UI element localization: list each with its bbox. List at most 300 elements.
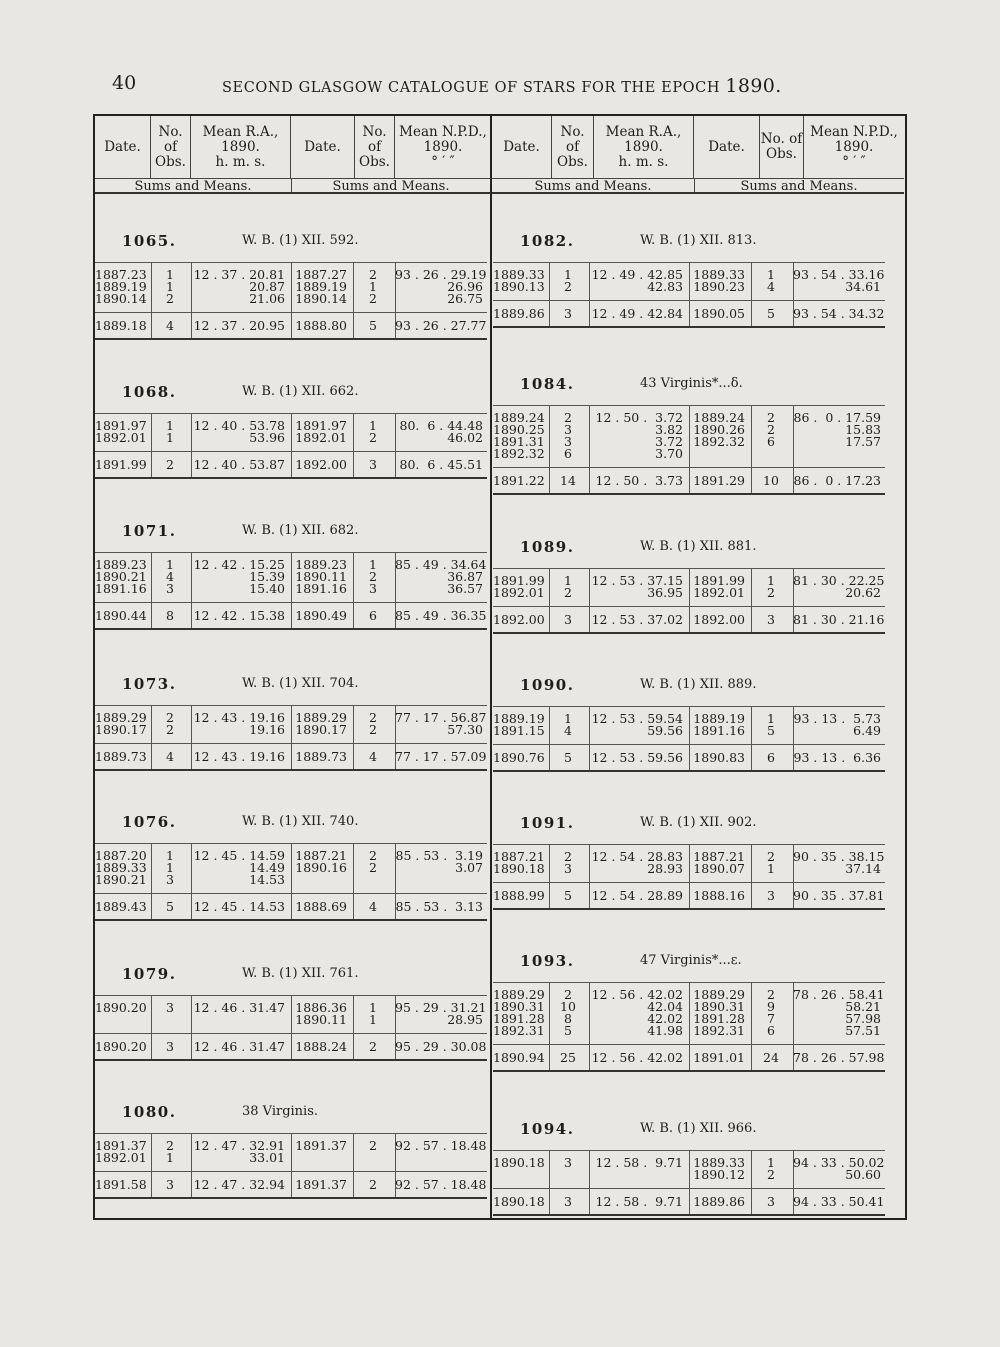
observation-table	[493, 982, 885, 1070]
mean-ra-value: 12 . 45 . 14.53	[193, 899, 285, 914]
mean-ra: 12 . 43 . 19.16	[193, 710, 285, 725]
mean-npd-value: 92 . 57 . 18.48	[395, 1177, 487, 1192]
mean-date-npd: 1888.24	[295, 1039, 347, 1054]
star-reference: W. B. (1) XII. 966.	[640, 1121, 757, 1136]
obs-count: 2	[767, 849, 775, 864]
obs-count: 7	[767, 1011, 775, 1026]
obs-date: 1889.19	[95, 279, 147, 294]
obs-count: 2	[369, 267, 377, 282]
obs-date: 1892.32	[493, 446, 545, 461]
mean-date: 1891.99	[95, 457, 147, 472]
obs-count: 5	[767, 723, 775, 738]
mean-ra: 12 . 49 . 42.85	[591, 267, 683, 282]
obs-count: 2	[166, 710, 174, 725]
mean-ra: 12 . 40 . 53.78	[193, 418, 285, 433]
mean-npd: 15.83	[845, 422, 881, 437]
mean-npd: 90 . 35 . 38.15	[793, 849, 885, 864]
obs-date: 1890.31	[693, 999, 745, 1014]
mean-count: 2	[166, 457, 174, 472]
mean-date-npd: 1892.00	[295, 457, 347, 472]
obs-count: 1	[767, 573, 775, 588]
obs-date: 1892.01	[493, 585, 545, 600]
mean-ra: 42.04	[647, 999, 683, 1014]
obs-date: 1890.17	[95, 722, 147, 737]
mean-count: 8	[166, 608, 174, 623]
star-number: 1089.	[520, 538, 575, 556]
mean-npd: 85 . 53 . 3.19	[395, 848, 483, 863]
header-obs: No. of Obs.	[552, 116, 594, 178]
star-reference: W. B. (1) XII. 662.	[242, 384, 359, 399]
star-reference: W. B. (1) XII. 761.	[242, 966, 359, 981]
mean-npd-value: 78 . 26 . 57.98	[793, 1050, 885, 1065]
obs-date: 1889.29	[693, 987, 745, 1002]
block-bottom-rule	[493, 1070, 885, 1072]
star-reference: W. B. (1) XII. 813.	[640, 233, 757, 248]
obs-count: 3	[564, 434, 572, 449]
obs-count: 3	[166, 581, 174, 596]
mean-ra: 12 . 37 . 20.81	[193, 267, 285, 282]
mean-count: 4	[166, 749, 174, 764]
observation-table	[95, 843, 487, 919]
mean-date-npd: 1888.69	[295, 899, 347, 914]
mean-count-npd: 3	[767, 1194, 775, 1209]
obs-count: 1	[166, 418, 174, 433]
block-bottom-rule	[95, 1197, 487, 1199]
obs-date: 1887.20	[95, 848, 147, 863]
obs-count: 1	[369, 418, 377, 433]
mean-count-npd: 10	[763, 473, 779, 488]
obs-count: 8	[564, 1011, 572, 1026]
column-header-right	[492, 116, 898, 194]
star-number: 1076.	[122, 813, 177, 831]
mean-npd-value: 85 . 49 . 36.35	[395, 608, 487, 623]
mean-npd: 92 . 57 . 18.48	[395, 1138, 487, 1153]
obs-count: 2	[369, 710, 377, 725]
observation-table	[95, 995, 487, 1059]
obs-date: 1891.37	[95, 1138, 147, 1153]
mean-ra: 12 . 58 . 9.71	[595, 1155, 683, 1170]
observation-table	[95, 1133, 487, 1197]
obs-count: 1	[564, 267, 572, 282]
mean-ra: 12 . 54 . 28.83	[591, 849, 683, 864]
mean-ra: 12 . 53 . 59.54	[591, 711, 683, 726]
obs-count: 4	[564, 723, 572, 738]
obs-count: 2	[166, 291, 174, 306]
obs-date: 1890.25	[493, 422, 545, 437]
star-entry-heading	[95, 675, 487, 695]
observation-table	[95, 262, 487, 338]
obs-date: 1892.31	[693, 1023, 745, 1038]
obs-count: 4	[767, 279, 775, 294]
mean-count-npd: 6	[767, 750, 775, 765]
mean-count: 4	[166, 318, 174, 333]
mean-ra: 36.95	[647, 585, 683, 600]
obs-count: 2	[767, 1167, 775, 1182]
page-number: 40	[112, 72, 137, 94]
mean-ra: 14.49	[249, 860, 285, 875]
mean-count: 3	[166, 1177, 174, 1192]
header-date-2: Date.	[694, 116, 760, 178]
obs-date: 1889.19	[693, 711, 745, 726]
obs-date: 1891.16	[295, 581, 347, 596]
obs-count: 2	[564, 279, 572, 294]
obs-count: 10	[560, 999, 576, 1014]
obs-count: 1	[564, 573, 572, 588]
obs-count: 3	[166, 1000, 174, 1015]
star-number: 1080.	[122, 1103, 177, 1121]
obs-date: 1889.29	[295, 710, 347, 725]
mean-count: 14	[560, 473, 576, 488]
obs-date: 1887.21	[693, 849, 745, 864]
mean-date-npd: 1889.73	[295, 749, 347, 764]
obs-date: 1891.99	[693, 573, 745, 588]
obs-count: 1	[166, 279, 174, 294]
obs-count: 1	[369, 557, 377, 572]
obs-date: 1892.01	[693, 585, 745, 600]
mean-ra-value: 12 . 54 . 28.89	[591, 888, 683, 903]
obs-date: 1890.14	[295, 291, 347, 306]
mean-ra: 41.98	[647, 1023, 683, 1038]
obs-count: 1	[166, 267, 174, 282]
mean-ra: 42.83	[647, 279, 683, 294]
header-sums-npd: Sums and Means.	[694, 178, 904, 194]
page-title-epoch: 1890.	[725, 75, 782, 97]
mean-npd: 77 . 17 . 56.87	[395, 710, 487, 725]
obs-count: 2	[564, 849, 572, 864]
mean-count-npd: 5	[369, 318, 377, 333]
obs-date: 1890.23	[693, 279, 745, 294]
mean-npd: 36.87	[447, 569, 483, 584]
mean-npd: 20.62	[845, 585, 881, 600]
mean-npd-value: 94 . 33 . 50.41	[793, 1194, 885, 1209]
obs-date: 1890.13	[493, 279, 545, 294]
page-title	[222, 75, 782, 97]
mean-ra: 3.70	[655, 446, 683, 461]
mean-count: 25	[560, 1050, 576, 1065]
mean-date: 1888.99	[493, 888, 545, 903]
star-number: 1084.	[520, 375, 575, 393]
block-bottom-rule	[493, 493, 885, 495]
header-mean-ra: Mean R.A., 1890. h. m. s.	[594, 116, 694, 178]
mean-ra: 12 . 50 . 3.72	[595, 410, 683, 425]
star-entry-heading	[493, 952, 885, 972]
mean-ra: 12 . 53 . 37.15	[591, 573, 683, 588]
mean-date: 1889.18	[95, 318, 147, 333]
obs-count: 2	[767, 585, 775, 600]
obs-date: 1891.31	[493, 434, 545, 449]
mean-npd: 80. 6 . 44.48	[399, 418, 483, 433]
block-bottom-rule	[95, 919, 487, 921]
obs-date: 1890.17	[295, 722, 347, 737]
block-bottom-rule	[95, 477, 487, 479]
obs-count: 6	[767, 1023, 775, 1038]
mean-count: 3	[166, 1039, 174, 1054]
mean-npd: 26.96	[447, 279, 483, 294]
obs-date: 1890.26	[693, 422, 745, 437]
mean-npd-value: 81 . 30 . 21.16	[793, 612, 885, 627]
obs-date: 1891.28	[493, 1011, 545, 1026]
center-rule	[490, 114, 492, 1220]
obs-date: 1889.24	[693, 410, 745, 425]
obs-count: 2	[767, 422, 775, 437]
block-bottom-rule	[493, 632, 885, 634]
mean-ra: 33.01	[249, 1150, 285, 1165]
mean-count-npd: 5	[767, 306, 775, 321]
obs-count: 3	[564, 422, 572, 437]
mean-count-npd: 3	[767, 888, 775, 903]
obs-date: 1889.33	[95, 860, 147, 875]
observation-table	[493, 1150, 885, 1214]
mean-date-npd: 1890.83	[693, 750, 745, 765]
header-mean-npd: Mean N.P.D., 1890. ° ′ ″	[399, 123, 487, 170]
mean-date: 1890.20	[95, 1039, 147, 1054]
obs-date: 1890.31	[493, 999, 545, 1014]
mean-npd: 3.07	[455, 860, 483, 875]
mean-npd: 26.75	[447, 291, 483, 306]
mean-count: 5	[564, 888, 572, 903]
obs-count: 2	[767, 410, 775, 425]
block-bottom-rule	[493, 326, 885, 328]
obs-date: 1889.33	[693, 267, 745, 282]
star-entry-heading	[95, 965, 487, 985]
mean-npd-value: 90 . 35 . 37.81	[793, 888, 885, 903]
star-number: 1094.	[520, 1120, 575, 1138]
obs-date: 1887.23	[95, 267, 147, 282]
obs-count: 1	[564, 711, 572, 726]
header-obs-2: No. of Obs.	[355, 116, 395, 178]
star-reference: W. B. (1) XII. 881.	[640, 539, 757, 554]
obs-date: 1889.29	[95, 710, 147, 725]
obs-date: 1890.21	[95, 569, 147, 584]
star-reference: 47 Virginis*...ε.	[640, 953, 742, 968]
mean-ra: 12 . 42 . 15.25	[193, 557, 285, 572]
mean-ra-value: 12 . 53 . 59.56	[591, 750, 683, 765]
mean-date-npd: 1891.01	[693, 1050, 745, 1065]
star-number: 1079.	[122, 965, 177, 983]
obs-count: 1	[767, 1155, 775, 1170]
mean-date-npd: 1889.86	[693, 1194, 745, 1209]
obs-count: 2	[564, 585, 572, 600]
star-reference: 38 Virginis.	[242, 1104, 319, 1119]
star-entry-heading	[95, 813, 487, 833]
header-sums-ra: Sums and Means.	[95, 178, 291, 194]
mean-count: 3	[564, 1194, 572, 1209]
star-reference: W. B. (1) XII. 740.	[242, 814, 359, 829]
mean-date: 1890.44	[95, 608, 147, 623]
obs-count: 1	[369, 279, 377, 294]
obs-date: 1892.01	[295, 430, 347, 445]
mean-count: 3	[564, 306, 572, 321]
page-title-text: SECOND GLASGOW CATALOGUE OF STARS FOR THE EPOCH	[222, 80, 721, 96]
obs-count: 5	[564, 1023, 572, 1038]
block-bottom-rule	[493, 770, 885, 772]
mean-date: 1889.73	[95, 749, 147, 764]
header-mean-ra: Mean R.A., 1890. h. m. s.	[191, 116, 291, 178]
star-reference: W. B. (1) XII. 592.	[242, 233, 359, 248]
star-number: 1068.	[122, 383, 177, 401]
obs-count: 1	[166, 1150, 174, 1165]
mean-ra: 12 . 45 . 14.59	[193, 848, 285, 863]
mean-date-npd: 1888.16	[693, 888, 745, 903]
mean-count-npd: 2	[369, 1039, 377, 1054]
obs-date: 1890.16	[295, 860, 347, 875]
observation-table	[493, 262, 885, 326]
mean-count-npd: 3	[369, 457, 377, 472]
mean-npd: 86 . 0 . 17.59	[793, 410, 881, 425]
obs-date: 1891.97	[95, 418, 147, 433]
mean-npd: 57.51	[845, 1023, 881, 1038]
mean-ra: 59.56	[647, 723, 683, 738]
star-number: 1093.	[520, 952, 575, 970]
mean-npd: 34.61	[845, 279, 881, 294]
obs-count: 1	[369, 1012, 377, 1027]
star-entry-heading	[493, 1120, 885, 1140]
mean-ra: 12 . 47 . 32.91	[193, 1138, 285, 1153]
mean-npd: 81 . 30 . 22.25	[793, 573, 885, 588]
obs-date: 1890.12	[693, 1167, 745, 1182]
block-bottom-rule	[95, 338, 487, 340]
obs-date: 1892.01	[95, 1150, 147, 1165]
header-date: Date.	[95, 116, 151, 178]
obs-date: 1889.29	[493, 987, 545, 1002]
mean-date-npd: 1891.37	[295, 1177, 347, 1192]
star-entry-heading	[95, 1103, 487, 1123]
mean-date-npd: 1890.05	[693, 306, 745, 321]
star-reference: 43 Virginis*...δ.	[640, 376, 743, 391]
mean-ra: 42.02	[647, 1011, 683, 1026]
mean-date-npd: 1890.49	[295, 608, 347, 623]
star-entry-heading	[493, 538, 885, 558]
star-entry-heading	[493, 814, 885, 834]
header-sums-divider	[694, 178, 695, 192]
obs-date: 1886.36	[295, 1000, 347, 1015]
obs-count: 1	[767, 267, 775, 282]
mean-ra-value: 12 . 42 . 15.38	[193, 608, 285, 623]
star-number: 1091.	[520, 814, 575, 832]
obs-count: 2	[369, 848, 377, 863]
mean-count-npd: 4	[369, 899, 377, 914]
obs-count: 6	[767, 434, 775, 449]
block-bottom-rule	[493, 908, 885, 910]
star-reference: W. B. (1) XII. 889.	[640, 677, 757, 692]
obs-count: 2	[166, 722, 174, 737]
obs-date: 1891.97	[295, 418, 347, 433]
obs-date: 1889.24	[493, 410, 545, 425]
obs-date: 1889.23	[295, 557, 347, 572]
observation-table	[493, 568, 885, 632]
block-bottom-rule	[95, 1059, 487, 1061]
header-obs-2: No. of Obs.	[760, 116, 804, 178]
mean-ra-value: 12 . 53 . 37.02	[591, 612, 683, 627]
obs-count: 2	[369, 291, 377, 306]
obs-date: 1890.21	[95, 872, 147, 887]
obs-count: 1	[767, 861, 775, 876]
mean-npd: 36.57	[447, 581, 483, 596]
mean-date: 1892.00	[493, 612, 545, 627]
star-entry-heading	[493, 676, 885, 696]
mean-npd: 17.57	[845, 434, 881, 449]
obs-date: 1890.20	[95, 1000, 147, 1015]
mean-date: 1889.86	[493, 306, 545, 321]
header-date: Date.	[492, 116, 552, 178]
obs-count: 2	[767, 987, 775, 1002]
mean-date-npd: 1891.29	[693, 473, 745, 488]
obs-count: 9	[767, 999, 775, 1014]
mean-count: 3	[564, 612, 572, 627]
star-entry-heading	[493, 375, 885, 395]
mean-date: 1891.22	[493, 473, 545, 488]
obs-count: 1	[166, 557, 174, 572]
mean-npd-value: 85 . 53 . 3.13	[395, 899, 483, 914]
obs-date: 1891.28	[693, 1011, 745, 1026]
mean-ra: 12 . 46 . 31.47	[193, 1000, 285, 1015]
mean-ra: 19.16	[249, 722, 285, 737]
obs-date: 1887.21	[493, 849, 545, 864]
mean-npd: 6.49	[853, 723, 881, 738]
mean-date: 1890.18	[493, 1194, 545, 1209]
mean-npd: 58.21	[845, 999, 881, 1014]
star-entry-heading	[493, 232, 885, 252]
header-sums-divider	[291, 178, 292, 192]
obs-count: 2	[369, 722, 377, 737]
star-number: 1071.	[122, 522, 177, 540]
mean-ra: 15.39	[249, 569, 285, 584]
mean-npd-value: 93 . 13 . 6.36	[793, 750, 881, 765]
observation-table	[95, 413, 487, 477]
header-obs: No. of Obs.	[151, 116, 191, 178]
block-bottom-rule	[95, 628, 487, 630]
observation-table	[493, 706, 885, 770]
mean-npd-value: 93 . 26 . 27.77	[395, 318, 487, 333]
mean-count: 5	[166, 899, 174, 914]
star-number: 1082.	[520, 232, 575, 250]
mean-ra-value: 12 . 46 . 31.47	[193, 1039, 285, 1054]
mean-date: 1889.43	[95, 899, 147, 914]
obs-count: 1	[166, 848, 174, 863]
mean-npd: 78 . 26 . 58.41	[793, 987, 885, 1002]
obs-count: 1	[369, 1000, 377, 1015]
mean-date: 1891.58	[95, 1177, 147, 1192]
obs-date: 1890.18	[493, 1155, 545, 1170]
mean-date-npd: 1888.80	[295, 318, 347, 333]
mean-npd: 37.14	[845, 861, 881, 876]
star-reference: W. B. (1) XII. 704.	[242, 676, 359, 691]
star-number: 1073.	[122, 675, 177, 693]
obs-date: 1890.18	[493, 861, 545, 876]
mean-npd: 95 . 29 . 31.21	[395, 1000, 487, 1015]
obs-date: 1891.99	[493, 573, 545, 588]
obs-count: 6	[564, 446, 572, 461]
mean-npd-value: 93 . 54 . 34.32	[793, 306, 885, 321]
mean-ra: 12 . 56 . 42.02	[591, 987, 683, 1002]
obs-date: 1890.07	[693, 861, 745, 876]
obs-date: 1892.31	[493, 1023, 545, 1038]
block-bottom-rule	[95, 769, 487, 771]
obs-count: 2	[166, 1138, 174, 1153]
obs-count: 3	[564, 1155, 572, 1170]
obs-count: 2	[369, 569, 377, 584]
obs-date: 1889.23	[95, 557, 147, 572]
header-mean-npd: Mean N.P.D., 1890. ° ′ ″	[810, 123, 898, 170]
obs-count: 1	[166, 430, 174, 445]
obs-date: 1890.11	[295, 569, 347, 584]
mean-date: 1890.76	[493, 750, 545, 765]
obs-count: 1	[767, 711, 775, 726]
obs-date: 1889.19	[295, 279, 347, 294]
mean-ra-value: 12 . 50 . 3.73	[595, 473, 683, 488]
mean-npd-value: 80. 6 . 45.51	[399, 457, 483, 472]
block-bottom-rule	[493, 1214, 885, 1216]
